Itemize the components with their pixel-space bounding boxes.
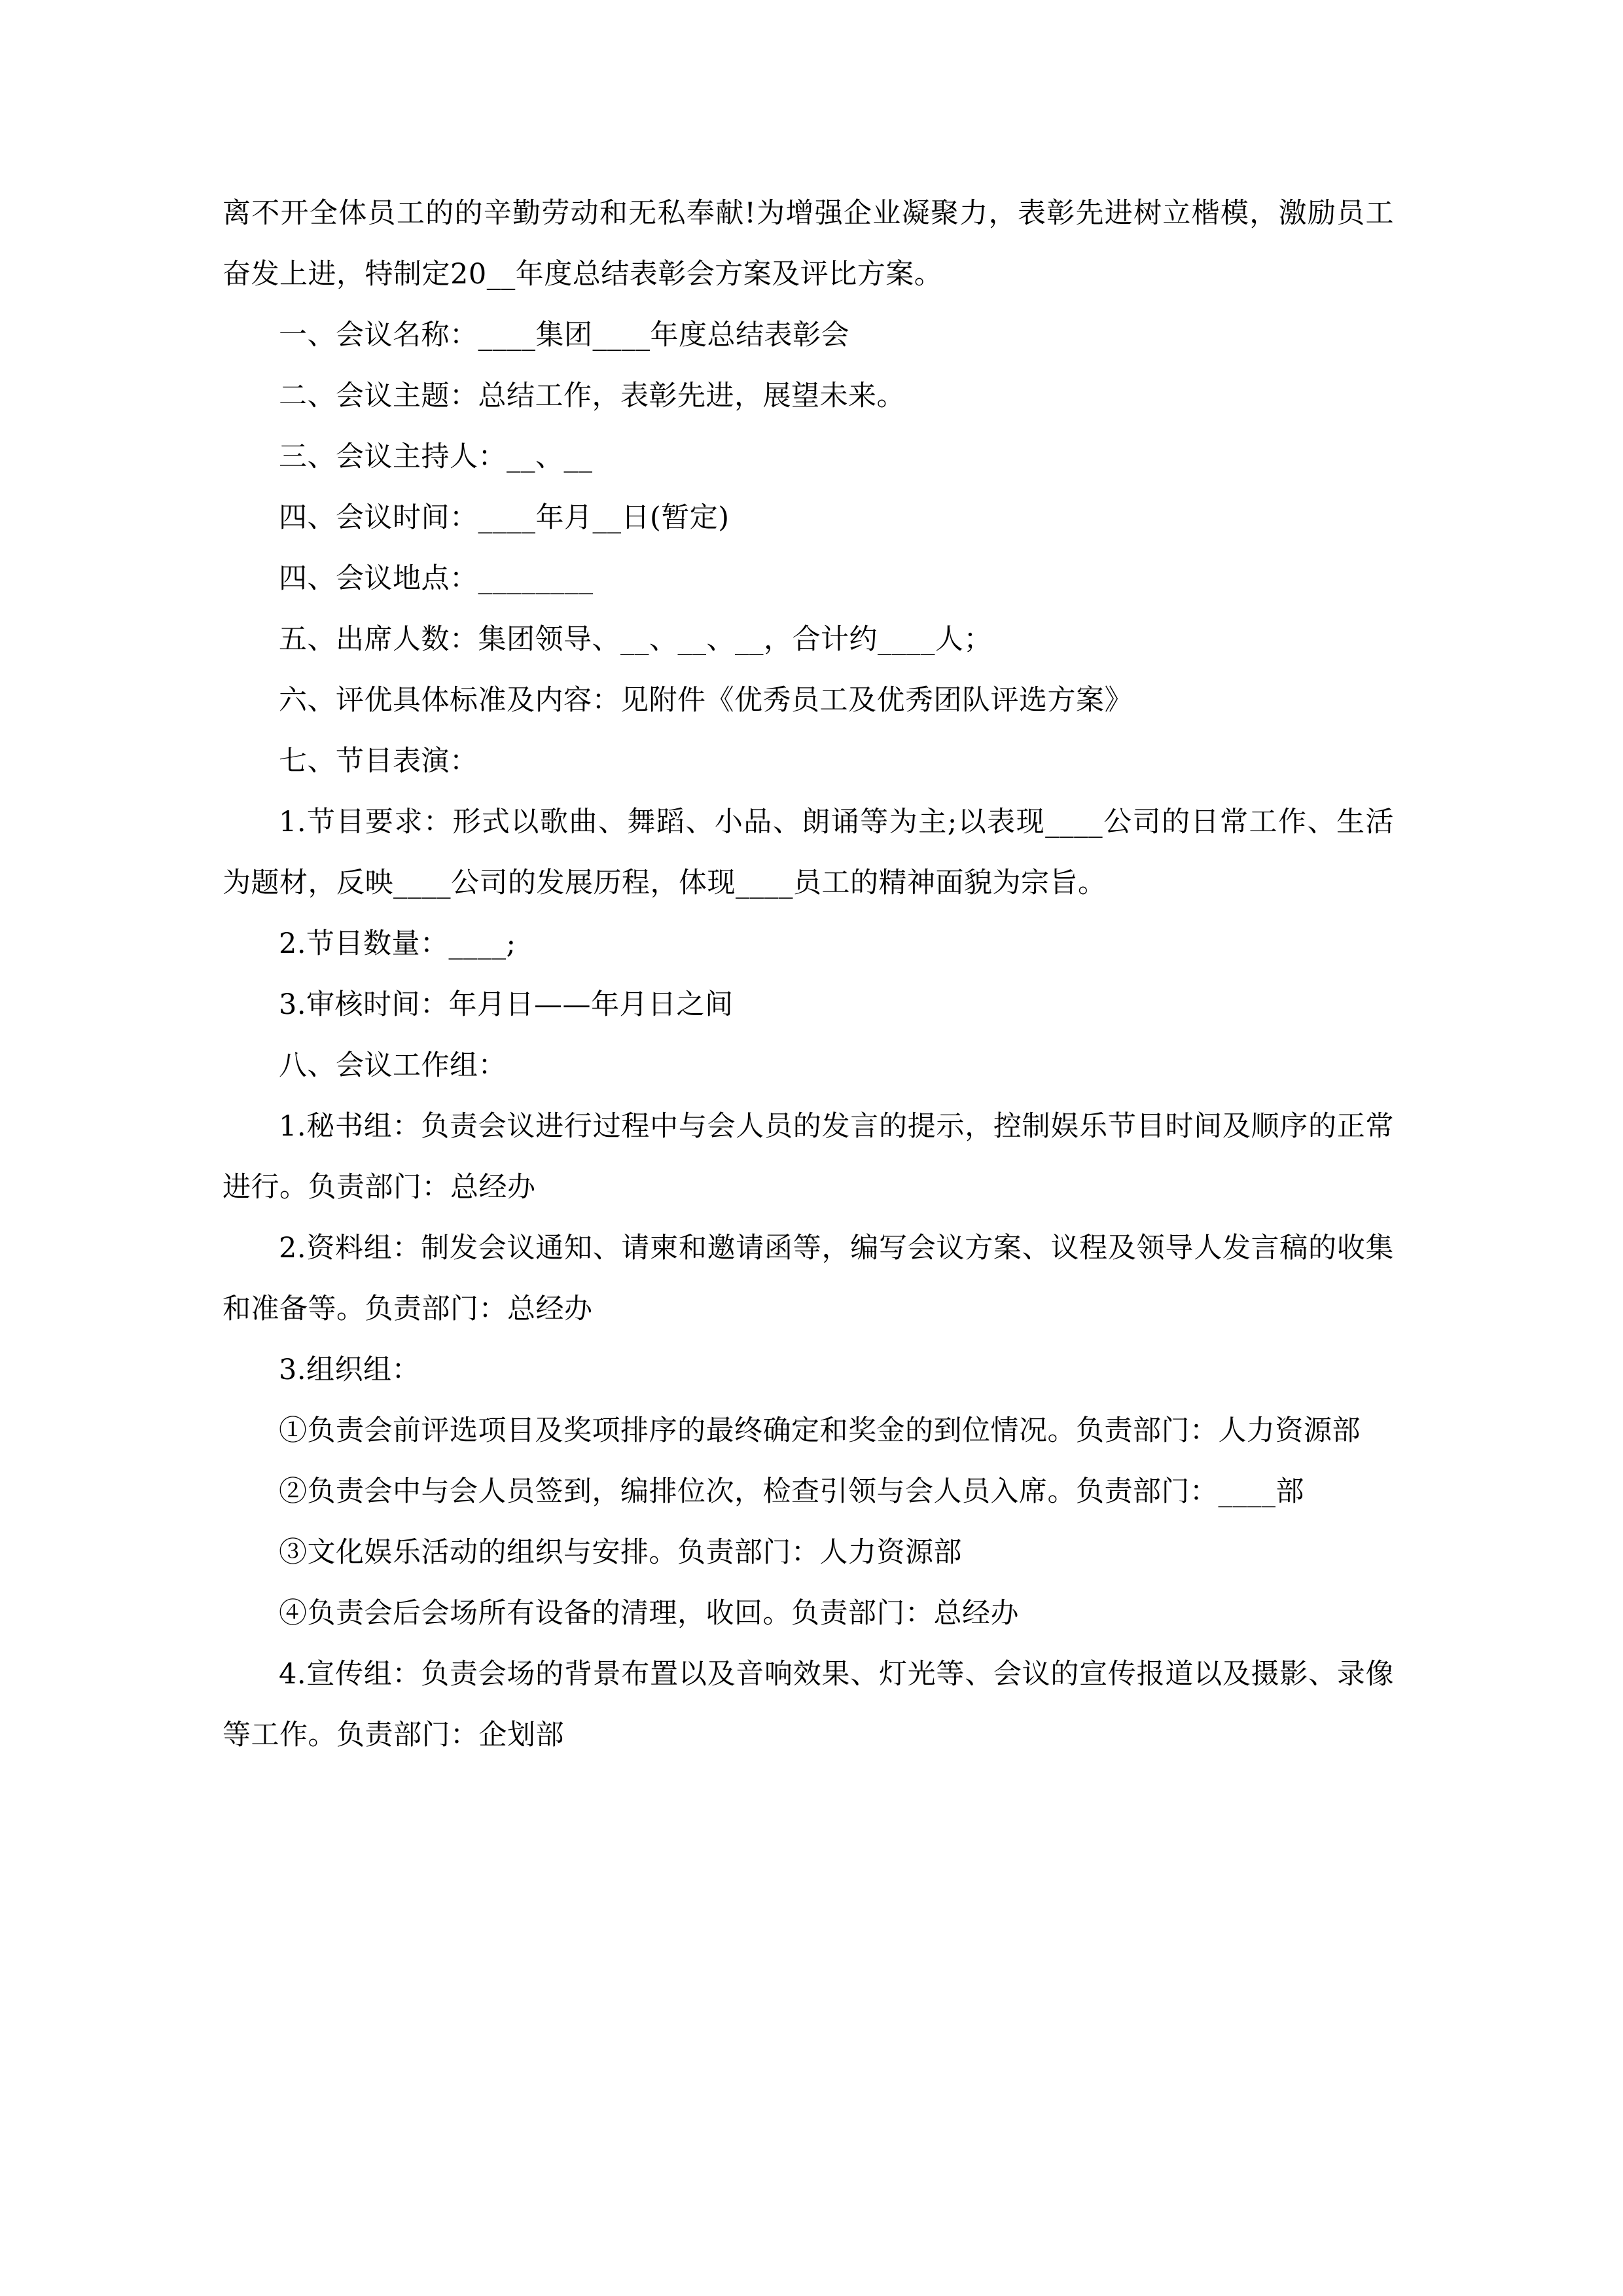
paragraph-performance-requirements: 1.节目要求：形式以歌曲、舞蹈、小品、朗诵等为主;以表现____公司的日常工作、生活为题材，反映____公司的发展历程，体现____员工的精神面貌为宗旨。 (223, 806, 1394, 899)
paragraph-workgroup-heading: 八、会议工作组： (279, 1049, 507, 1082)
paragraph-evaluation-standard: 六、评优具体标准及内容：见附件《优秀员工及优秀团队评选方案》 (279, 684, 1133, 717)
paragraph-meeting-host: 三、会议主持人：__、__ (279, 440, 593, 473)
paragraph-meeting-name: 一、会议名称：____集团____年度总结表彰会 (279, 319, 849, 351)
paragraph-material-group: 2.资料组：制发会议通知、请柬和邀请函等，编写会议方案、议程及领导人发言稿的收集和准备等。负责部门：总经办 (223, 1232, 1394, 1325)
document-body (223, 183, 1394, 1766)
paragraph-organization-item-3: ③文化娱乐活动的组织与安排。负责部门：人力资源部 (279, 1536, 962, 1569)
paragraph-organization-item-4: ④负责会后会场所有设备的清理，收回。负责部门：总经办 (279, 1597, 1019, 1630)
paragraph-meeting-place: 四、会议地点：________ (279, 562, 594, 595)
paragraph-review-time: 3.审核时间：年月日——年月日之间 (279, 988, 734, 1021)
paragraph-meeting-time: 四、会议时间：____年月__日(暂定) (279, 501, 730, 534)
paragraph-organization-item-2: ②负责会中与会人员签到，编排位次，检查引领与会人员入席。负责部门：____部 (279, 1475, 1304, 1508)
paragraph-publicity-group: 4.宣传组：负责会场的背景布置以及音响效果、灯光等、会议的宣传报道以及摄影、录像等工作。负责部门：企划部 (223, 1658, 1394, 1751)
paragraph-meeting-theme: 二、会议主题：总结工作，表彰先进，展望未来。 (279, 380, 905, 412)
paragraph-organization-item-1: ①负责会前评选项目及奖项排序的最终确定和奖金的到位情况。负责部门：人力资源部 (279, 1414, 1361, 1447)
paragraph-intro: 离不开全体员工的的辛勤劳动和无私奉献!为增强企业凝聚力，表彰先进树立楷模，激励员工奋发上进，特制定20__年度总结表彰会方案及评比方案。 (223, 197, 1394, 291)
paragraph-performance-count: 2.节目数量：____; (279, 927, 516, 960)
paragraph-secretary-group: 1.秘书组：负责会议进行过程中与会人员的发言的提示，控制娱乐节目时间及顺序的正常进行。负责部门：总经办 (223, 1110, 1394, 1204)
paragraph-attendance: 五、出席人数：集团领导、__、__、__，合计约____人； (279, 623, 992, 656)
paragraph-organization-group-heading: 3.组织组： (279, 1354, 421, 1386)
paragraph-performance-heading: 七、节目表演： (279, 745, 478, 778)
